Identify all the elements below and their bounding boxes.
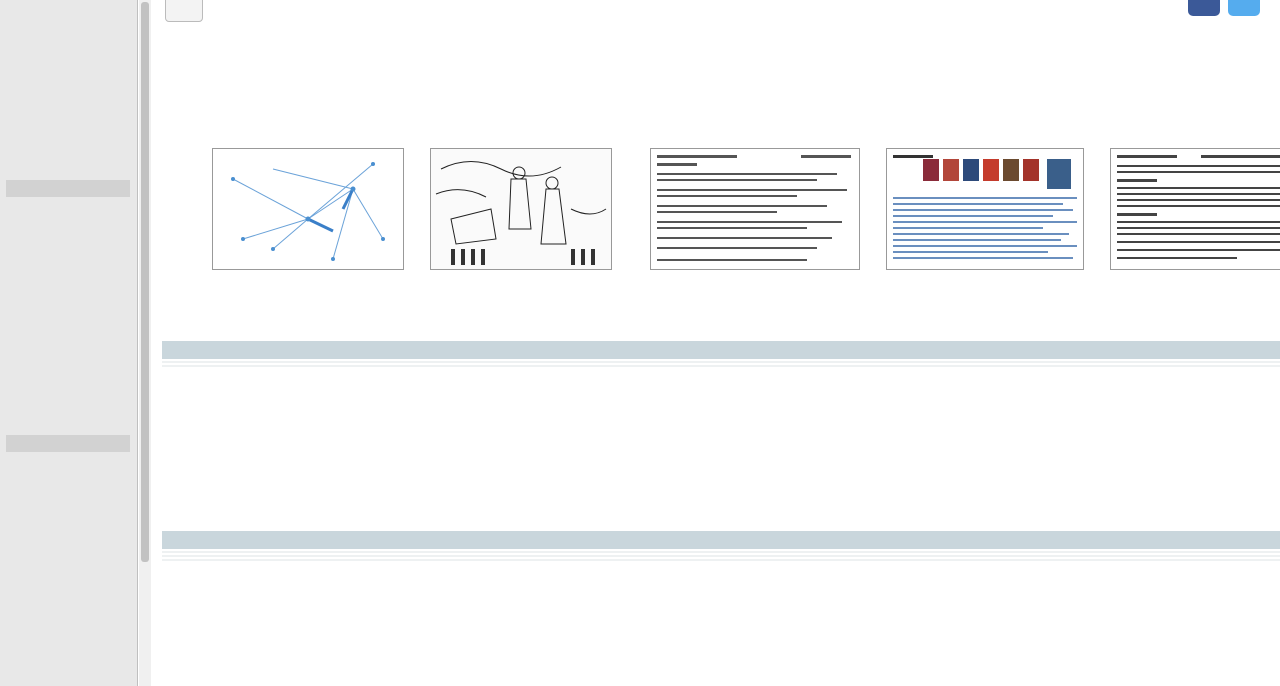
main-content: [162, 0, 1280, 686]
col-date: [162, 531, 229, 550]
thumbnail-book-list[interactable]: [886, 148, 1084, 270]
site-logo[interactable]: [165, 0, 203, 22]
news-table: [162, 341, 1280, 367]
sidebar-head-post-han[interactable]: [6, 435, 130, 452]
twitter-icon[interactable]: [1228, 0, 1260, 16]
news-content: [229, 364, 1280, 367]
thumbnail-network-graph[interactable]: [212, 148, 404, 270]
discussion-content: [229, 558, 1280, 561]
col-content: [229, 531, 1280, 550]
table-row: [162, 558, 1280, 561]
thumbnail-woodblock-print[interactable]: [430, 148, 612, 270]
col-content: [229, 341, 1280, 360]
scrollbar-thumb[interactable]: [141, 2, 149, 562]
thumbnail-dictionary-page[interactable]: [1110, 148, 1280, 270]
news-date: [162, 364, 229, 367]
facebook-icon[interactable]: [1188, 0, 1220, 16]
vertical-scrollbar[interactable]: [139, 0, 151, 686]
col-date: [162, 341, 229, 360]
discussion-meta: [162, 558, 229, 561]
sidebar-head-pre-qin[interactable]: [6, 180, 130, 197]
thumbnail-text-page[interactable]: [650, 148, 860, 270]
sidebar: [0, 0, 138, 686]
discussion-table: [162, 531, 1280, 561]
table-row: [162, 364, 1280, 367]
language-switch: [0, 0, 137, 6]
